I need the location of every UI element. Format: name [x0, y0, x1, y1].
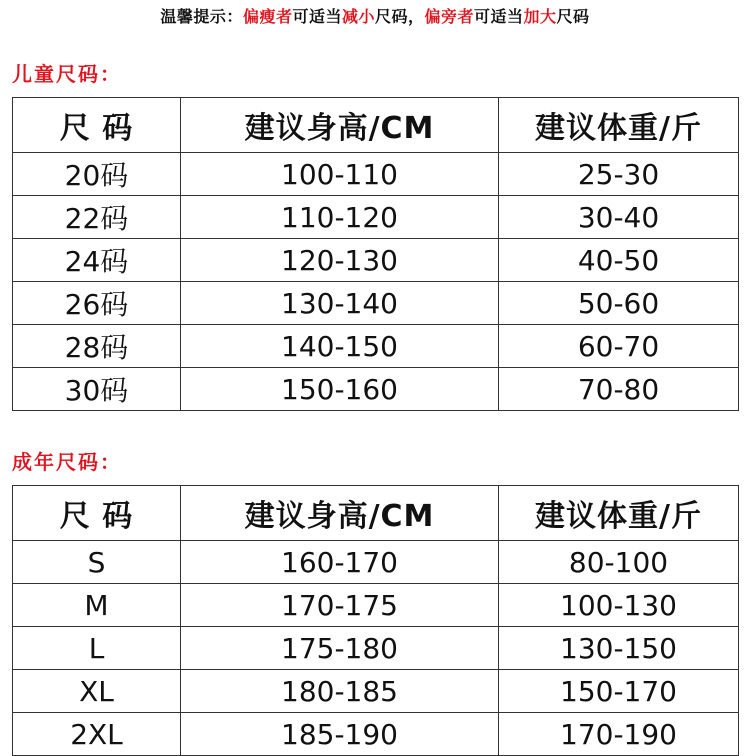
height-cell: 150-160: [181, 368, 499, 411]
table-row: [13, 670, 739, 713]
kids-size-table: [12, 97, 739, 411]
tip-prefix: 温馨提示：: [160, 7, 243, 26]
header-size: 尺 码: [13, 486, 181, 541]
table-row: [13, 196, 739, 239]
tip-decrease: 减小: [341, 7, 375, 26]
adult-size-table: [12, 485, 739, 756]
table-row: [13, 282, 739, 325]
weight-cell: 100-130: [499, 584, 739, 627]
height-cell: 175-180: [181, 627, 499, 670]
table-header-row: [13, 98, 739, 153]
size-cell: 28码: [13, 325, 181, 368]
size-cell: 26码: [13, 282, 181, 325]
size-cell: XL: [13, 670, 181, 713]
size-cell: M: [13, 584, 181, 627]
tip-thin: 偏瘦者: [242, 7, 293, 26]
table-row: [13, 584, 739, 627]
weight-cell: 40-50: [499, 239, 739, 282]
table-row: [13, 239, 739, 282]
table-row: [13, 713, 739, 756]
size-cell: 24码: [13, 239, 181, 282]
size-cell: 22码: [13, 196, 181, 239]
weight-cell: 80-100: [499, 541, 739, 584]
height-cell: 120-130: [181, 239, 499, 282]
header-height: 建议身高/CM: [181, 98, 499, 153]
kids-size-title: 儿童尺码：: [12, 62, 122, 86]
height-cell: 100-110: [181, 153, 499, 196]
tip-mid2: 尺码，: [374, 7, 425, 26]
header-size: 尺 码: [13, 98, 181, 153]
table-row: [13, 325, 739, 368]
height-cell: 180-185: [181, 670, 499, 713]
height-cell: 140-150: [181, 325, 499, 368]
weight-cell: 30-40: [499, 196, 739, 239]
height-cell: 185-190: [181, 713, 499, 756]
table-row: [13, 368, 739, 411]
table-row: [13, 153, 739, 196]
size-cell: L: [13, 627, 181, 670]
height-cell: 110-120: [181, 196, 499, 239]
tip-mid1: 可适当: [292, 7, 342, 26]
weight-cell: 170-190: [499, 713, 739, 756]
table-row: [13, 541, 739, 584]
tip-suffix: 尺码: [556, 7, 590, 26]
size-cell: 2XL: [13, 713, 181, 756]
height-cell: 130-140: [181, 282, 499, 325]
table-row: [13, 627, 739, 670]
weight-cell: 70-80: [499, 368, 739, 411]
tip-mid3: 可适当: [474, 7, 524, 26]
header-weight: 建议体重/斤: [499, 486, 739, 541]
weight-cell: 150-170: [499, 670, 739, 713]
header-weight: 建议体重/斤: [499, 98, 739, 153]
header-height: 建议身高/CM: [181, 486, 499, 541]
tip-increase: 加大: [523, 7, 557, 26]
size-cell: 20码: [13, 153, 181, 196]
size-tip: [0, 4, 750, 27]
height-cell: 170-175: [181, 584, 499, 627]
size-cell: S: [13, 541, 181, 584]
weight-cell: 25-30: [499, 153, 739, 196]
adult-size-title: 成年尺码：: [12, 450, 122, 474]
table-header-row: [13, 486, 739, 541]
height-cell: 160-170: [181, 541, 499, 584]
weight-cell: 130-150: [499, 627, 739, 670]
size-cell: 30码: [13, 368, 181, 411]
weight-cell: 60-70: [499, 325, 739, 368]
tip-heavy: 偏旁者: [424, 7, 475, 26]
weight-cell: 50-60: [499, 282, 739, 325]
